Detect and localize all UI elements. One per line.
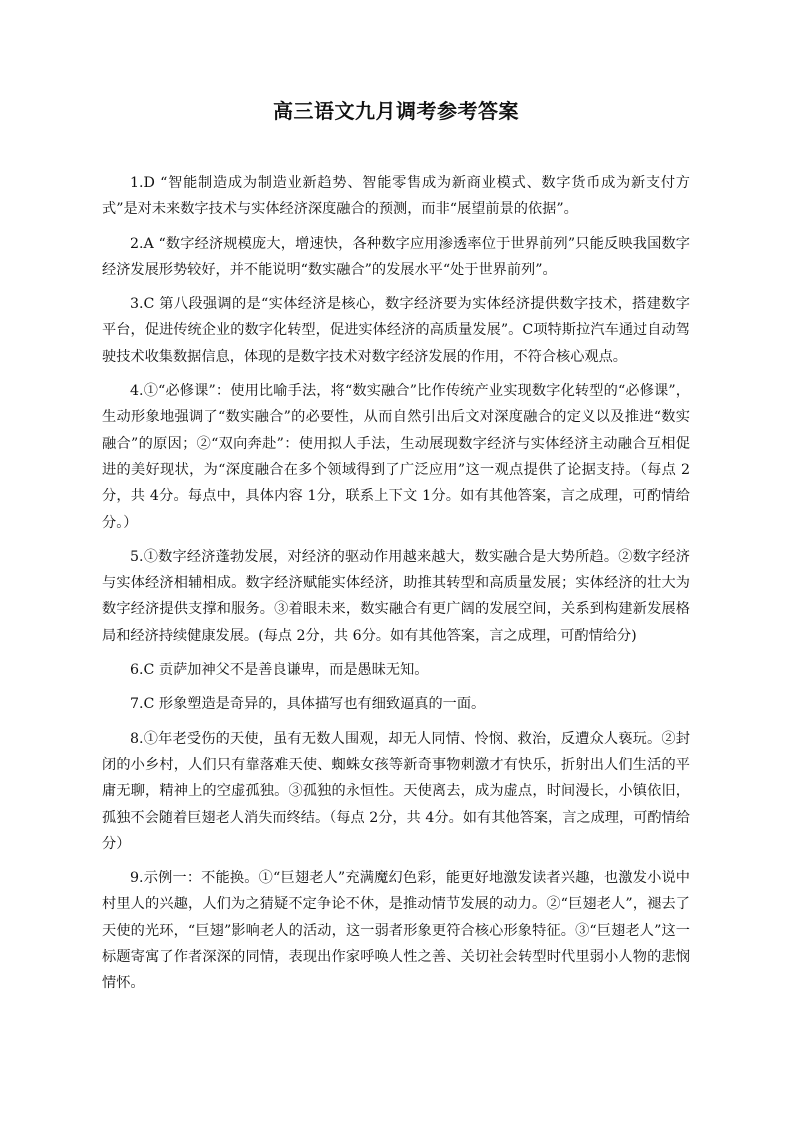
answer-item-2: 2.A “数字经济规模庞大，增速快，各种数字应用渗透率位于世界前列”只能反映我国数字经济发展形势较好，并不能说明“数实融合”的发展水平“处于世界前列”。	[102, 235, 690, 278]
answer-item-4: 4.①“必修课”：使用比喻手法，将“数实融合”比作传统产业实现数字化转型的“必修课”，生动形象地强调了“数实融合”的必要性，从而自然引出后文对深度融合的定义以及推进“数实融合”的原因；②“双向奔赴”：使用拟人手法，生动展现数字经济与实体经济主动融合互相促进的美好现状，为“深度融合在多个领域得到了广泛应用”这一观点提供了论据支持。（每点 2分，共 4分。每点中，具体内容 1分，联系上下文 1分。如有其他答案，言之成理，可酌情给分。）	[102, 383, 690, 531]
answer-item-7: 7.C 形象塑造是奇异的，具体描写也有细致逼真的一面。	[130, 696, 486, 713]
page-title: 高三语文九月调考参考答案	[273, 99, 519, 123]
answer-item-1: 1.D “智能制造成为制造业新趋势、智能零售成为新商业模式、数字货币成为新支付方式”是对未来数字技术与实体经济深度融合的预测，而非“展望前景的依据”。	[102, 175, 690, 218]
answer-item-6: 6.C 贡萨加神父不是善良谦卑，而是愚昧无知。	[130, 662, 429, 679]
answer-item-9: 9.示例一：不能换。①“巨翅老人”充满魔幻色彩，能更好地激发读者兴趣，也激发小说中村里人的兴趣，人们为之猜疑不定争论不休，是推动情节发展的动力。②“巨翅老人”，褪去了天使的光环，“巨翅”影响老人的活动，这一弱者形象更符合核心形象特征。③“巨翅老人”这一标题寄寓了作者深深的同情，表现出作家呼唤人性之善、关切社会转型时代里弱小人物的悲悯情怀。	[102, 870, 690, 992]
answer-item-5: 5.①数字经济蓬勃发展，对经济的驱动作用越来越大，数实融合是大势所趋。②数字经济与实体经济相辅相成。数字经济赋能实体经济，助推其转型和高质量发展；实体经济的壮大为数字经济提供支撑和服务。③着眼未来，数实融合有更广阔的发展空间，关系到构建新发展格局和经济持续健康发展。(每点 2分，共 6分。如有其他答案，言之成理，可酌情给分)	[102, 548, 690, 644]
answer-item-3: 3.C 第八段强调的是“实体经济是核心，数字经济要为实体经济提供数字技术，搭建数字平台，促进传统企业的数字化转型，促进实体经济的高质量发展”。C项特斯拉汽车通过自动驾驶技术收集数据信息，体现的是数字技术对数字经济发展的作用，不符合核心观点。	[102, 296, 690, 365]
answer-item-8: 8.①年老受伤的天使，虽有无数人围观，却无人同情、怜悯、救治，反遭众人亵玩。②封闭的小乡村，人们只有靠落难天使、蜘蛛女孩等新奇事物刺激才有快乐，折射出人们生活的平庸无聊，精神上的空虚孤独。③孤独的永恒性。天使离去，成为虚点，时间漫长，小镇依旧，孤独不会随着巨翅老人消失而终结。（每点 2分，共 4分。如有其他答案，言之成理，可酌情给分）	[102, 730, 690, 852]
answer-list	[102, 170, 690, 997]
